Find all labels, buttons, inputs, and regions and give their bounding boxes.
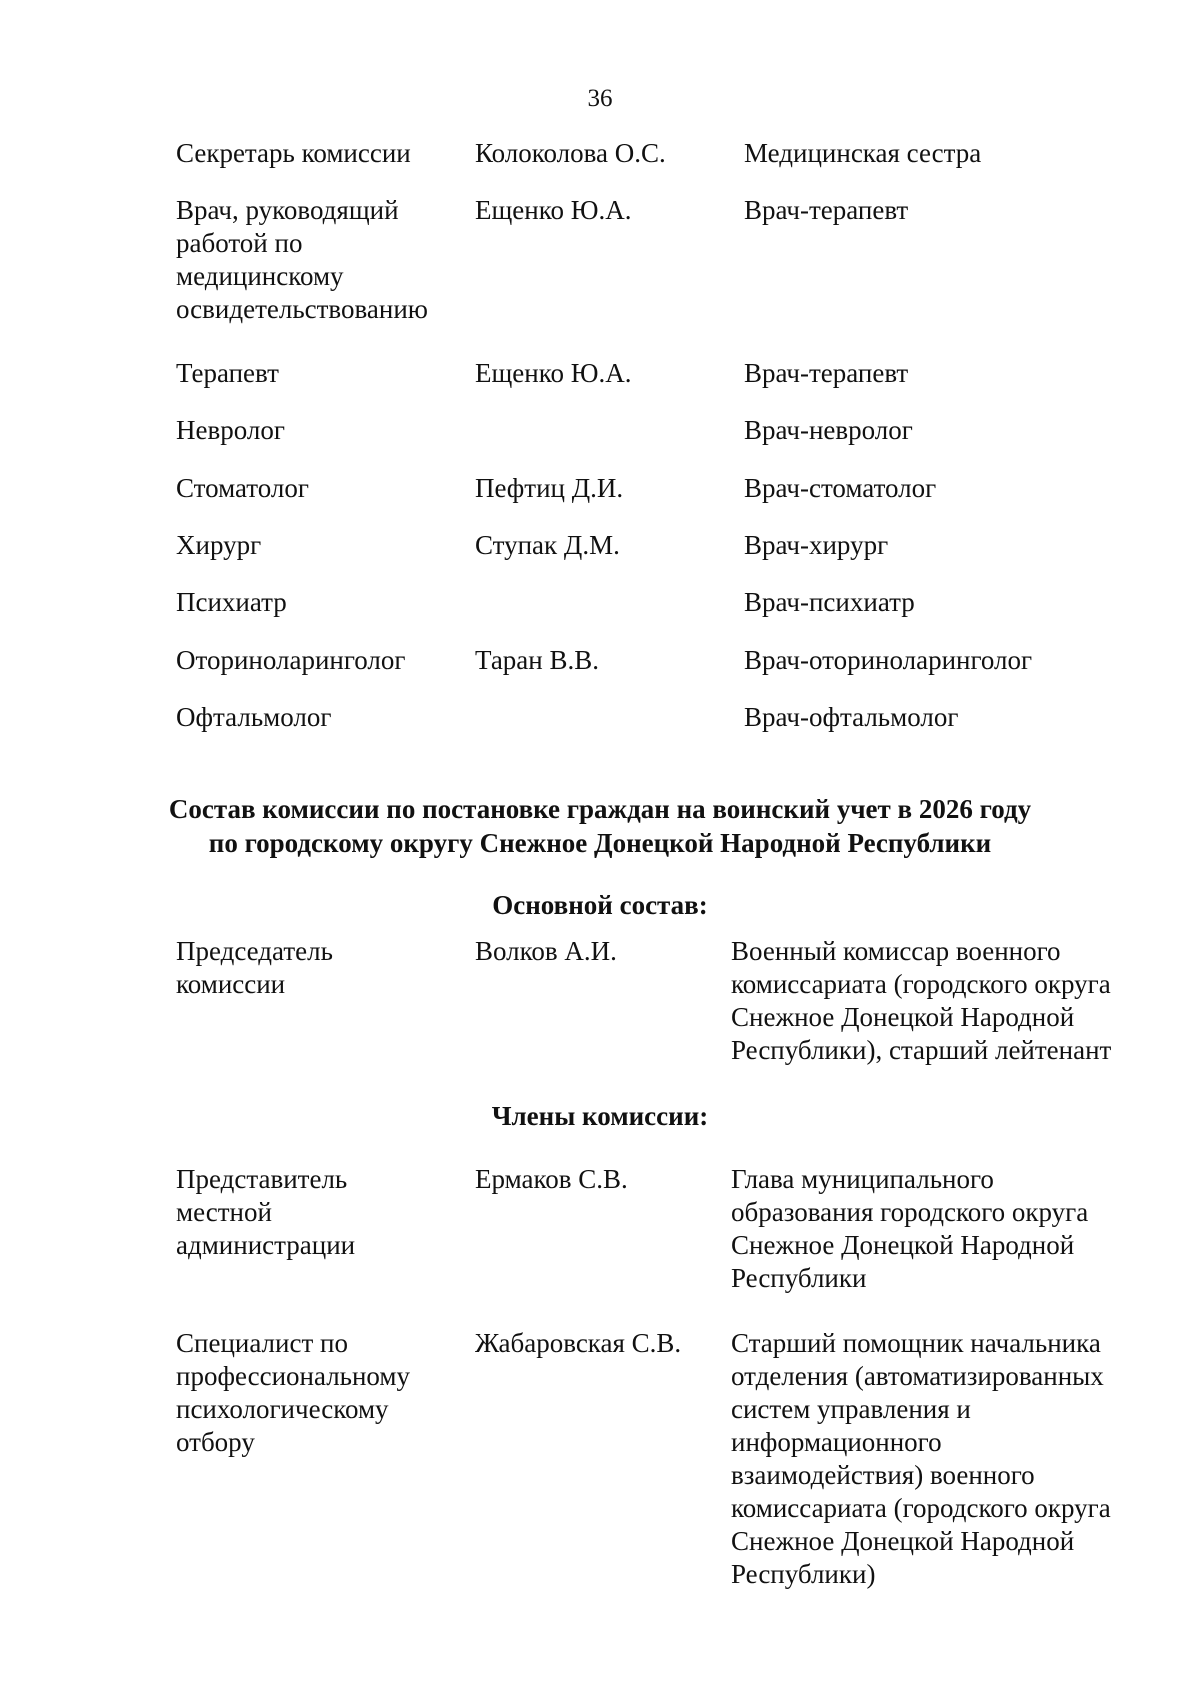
position-line: взаимодействия) военного — [731, 1460, 1035, 1490]
role-cell — [176, 1163, 451, 1262]
position-line: Старший помощник начальника — [731, 1328, 1101, 1358]
members-heading: Члены комиссии: — [491, 1101, 709, 1131]
role-line: освидетельствованию — [176, 294, 428, 324]
name-cell: Пефтиц Д.И. — [475, 473, 624, 503]
position-line: Республики — [731, 1263, 867, 1293]
role-cell: Офтальмолог — [176, 702, 332, 732]
position-cell — [731, 1163, 1161, 1295]
role-line: работой по — [176, 228, 303, 258]
role-cell: Психиатр — [176, 587, 287, 617]
section-title-line: по городскому округу Снежное Донецкой Народной Республики — [208, 828, 992, 858]
position-line: Снежное Донецкой Народной — [731, 1002, 1075, 1032]
position-cell: Врач-терапевт — [744, 358, 909, 388]
role-line: медицинскому — [176, 261, 344, 291]
role-line: профессиональному — [176, 1361, 410, 1391]
position-cell: Врач-невролог — [744, 415, 913, 445]
role-cell — [176, 1327, 451, 1459]
position-line: Республики) — [731, 1559, 876, 1589]
position-cell: Врач-психиатр — [744, 587, 915, 617]
position-cell: Врач-стоматолог — [744, 473, 937, 503]
position-line: образования городского округа — [731, 1197, 1089, 1227]
role-cell: Хирург — [176, 530, 262, 560]
role-line: Представитель — [176, 1164, 348, 1194]
name-cell: Ермаков С.В. — [475, 1164, 628, 1194]
role-line: отбору — [176, 1427, 255, 1457]
role-line: комиссии — [176, 969, 286, 999]
role-line: Специалист по — [176, 1328, 348, 1358]
role-line: местной — [176, 1197, 272, 1227]
position-cell: Врач-терапевт — [744, 195, 909, 225]
position-line: Республики), старший лейтенант — [731, 1035, 1112, 1065]
role-cell: Терапевт — [176, 358, 279, 388]
position-line: систем управления и — [731, 1394, 971, 1424]
name-cell: Ещенко Ю.А. — [475, 358, 632, 388]
name-cell: Ещенко Ю.А. — [475, 195, 632, 225]
name-cell: Таран В.В. — [475, 645, 600, 675]
position-line: информационного — [731, 1427, 942, 1457]
position-line: Снежное Донецкой Народной — [731, 1230, 1075, 1260]
role-cell: Оториноларинголог — [176, 645, 406, 675]
section-title-line: Состав комиссии по постановке граждан на воинский учет в 2026 году — [168, 794, 1032, 824]
position-line: Глава муниципального — [731, 1164, 994, 1194]
page-number: 36 — [587, 85, 613, 112]
role-line: Председатель — [176, 936, 333, 966]
role-line: администрации — [176, 1230, 356, 1260]
role-cell: Невролог — [176, 415, 285, 445]
name-cell: Колоколова О.С. — [475, 138, 666, 168]
name-cell: Жабаровская С.В. — [475, 1328, 682, 1358]
position-cell: Врач-хирург — [744, 530, 889, 560]
role-line: психологическому — [176, 1394, 389, 1424]
role-cell: Секретарь комиссии — [176, 138, 411, 168]
position-line: Снежное Донецкой Народной — [731, 1526, 1075, 1556]
role-cell — [176, 935, 451, 1001]
position-cell: Врач-офтальмолог — [744, 702, 959, 732]
position-line: комиссариата (городского округа — [731, 1493, 1111, 1523]
position-line: комиссариата (городского округа — [731, 969, 1111, 999]
name-cell: Волков А.И. — [475, 936, 617, 966]
position-line: отделения (автоматизированных — [731, 1361, 1104, 1391]
name-cell: Ступак Д.М. — [475, 530, 620, 560]
main-composition-heading: Основной состав: — [492, 890, 708, 920]
role-line: Врач, руководящий — [176, 195, 399, 225]
position-cell — [731, 1327, 1161, 1591]
position-cell: Медицинская сестра — [744, 138, 982, 168]
position-cell: Врач-оториноларинголог — [744, 645, 1033, 675]
role-cell: Стоматолог — [176, 473, 309, 503]
role-cell — [176, 194, 451, 326]
section-title — [0, 792, 1200, 860]
position-cell — [731, 935, 1161, 1067]
position-line: Военный комиссар военного — [731, 936, 1061, 966]
